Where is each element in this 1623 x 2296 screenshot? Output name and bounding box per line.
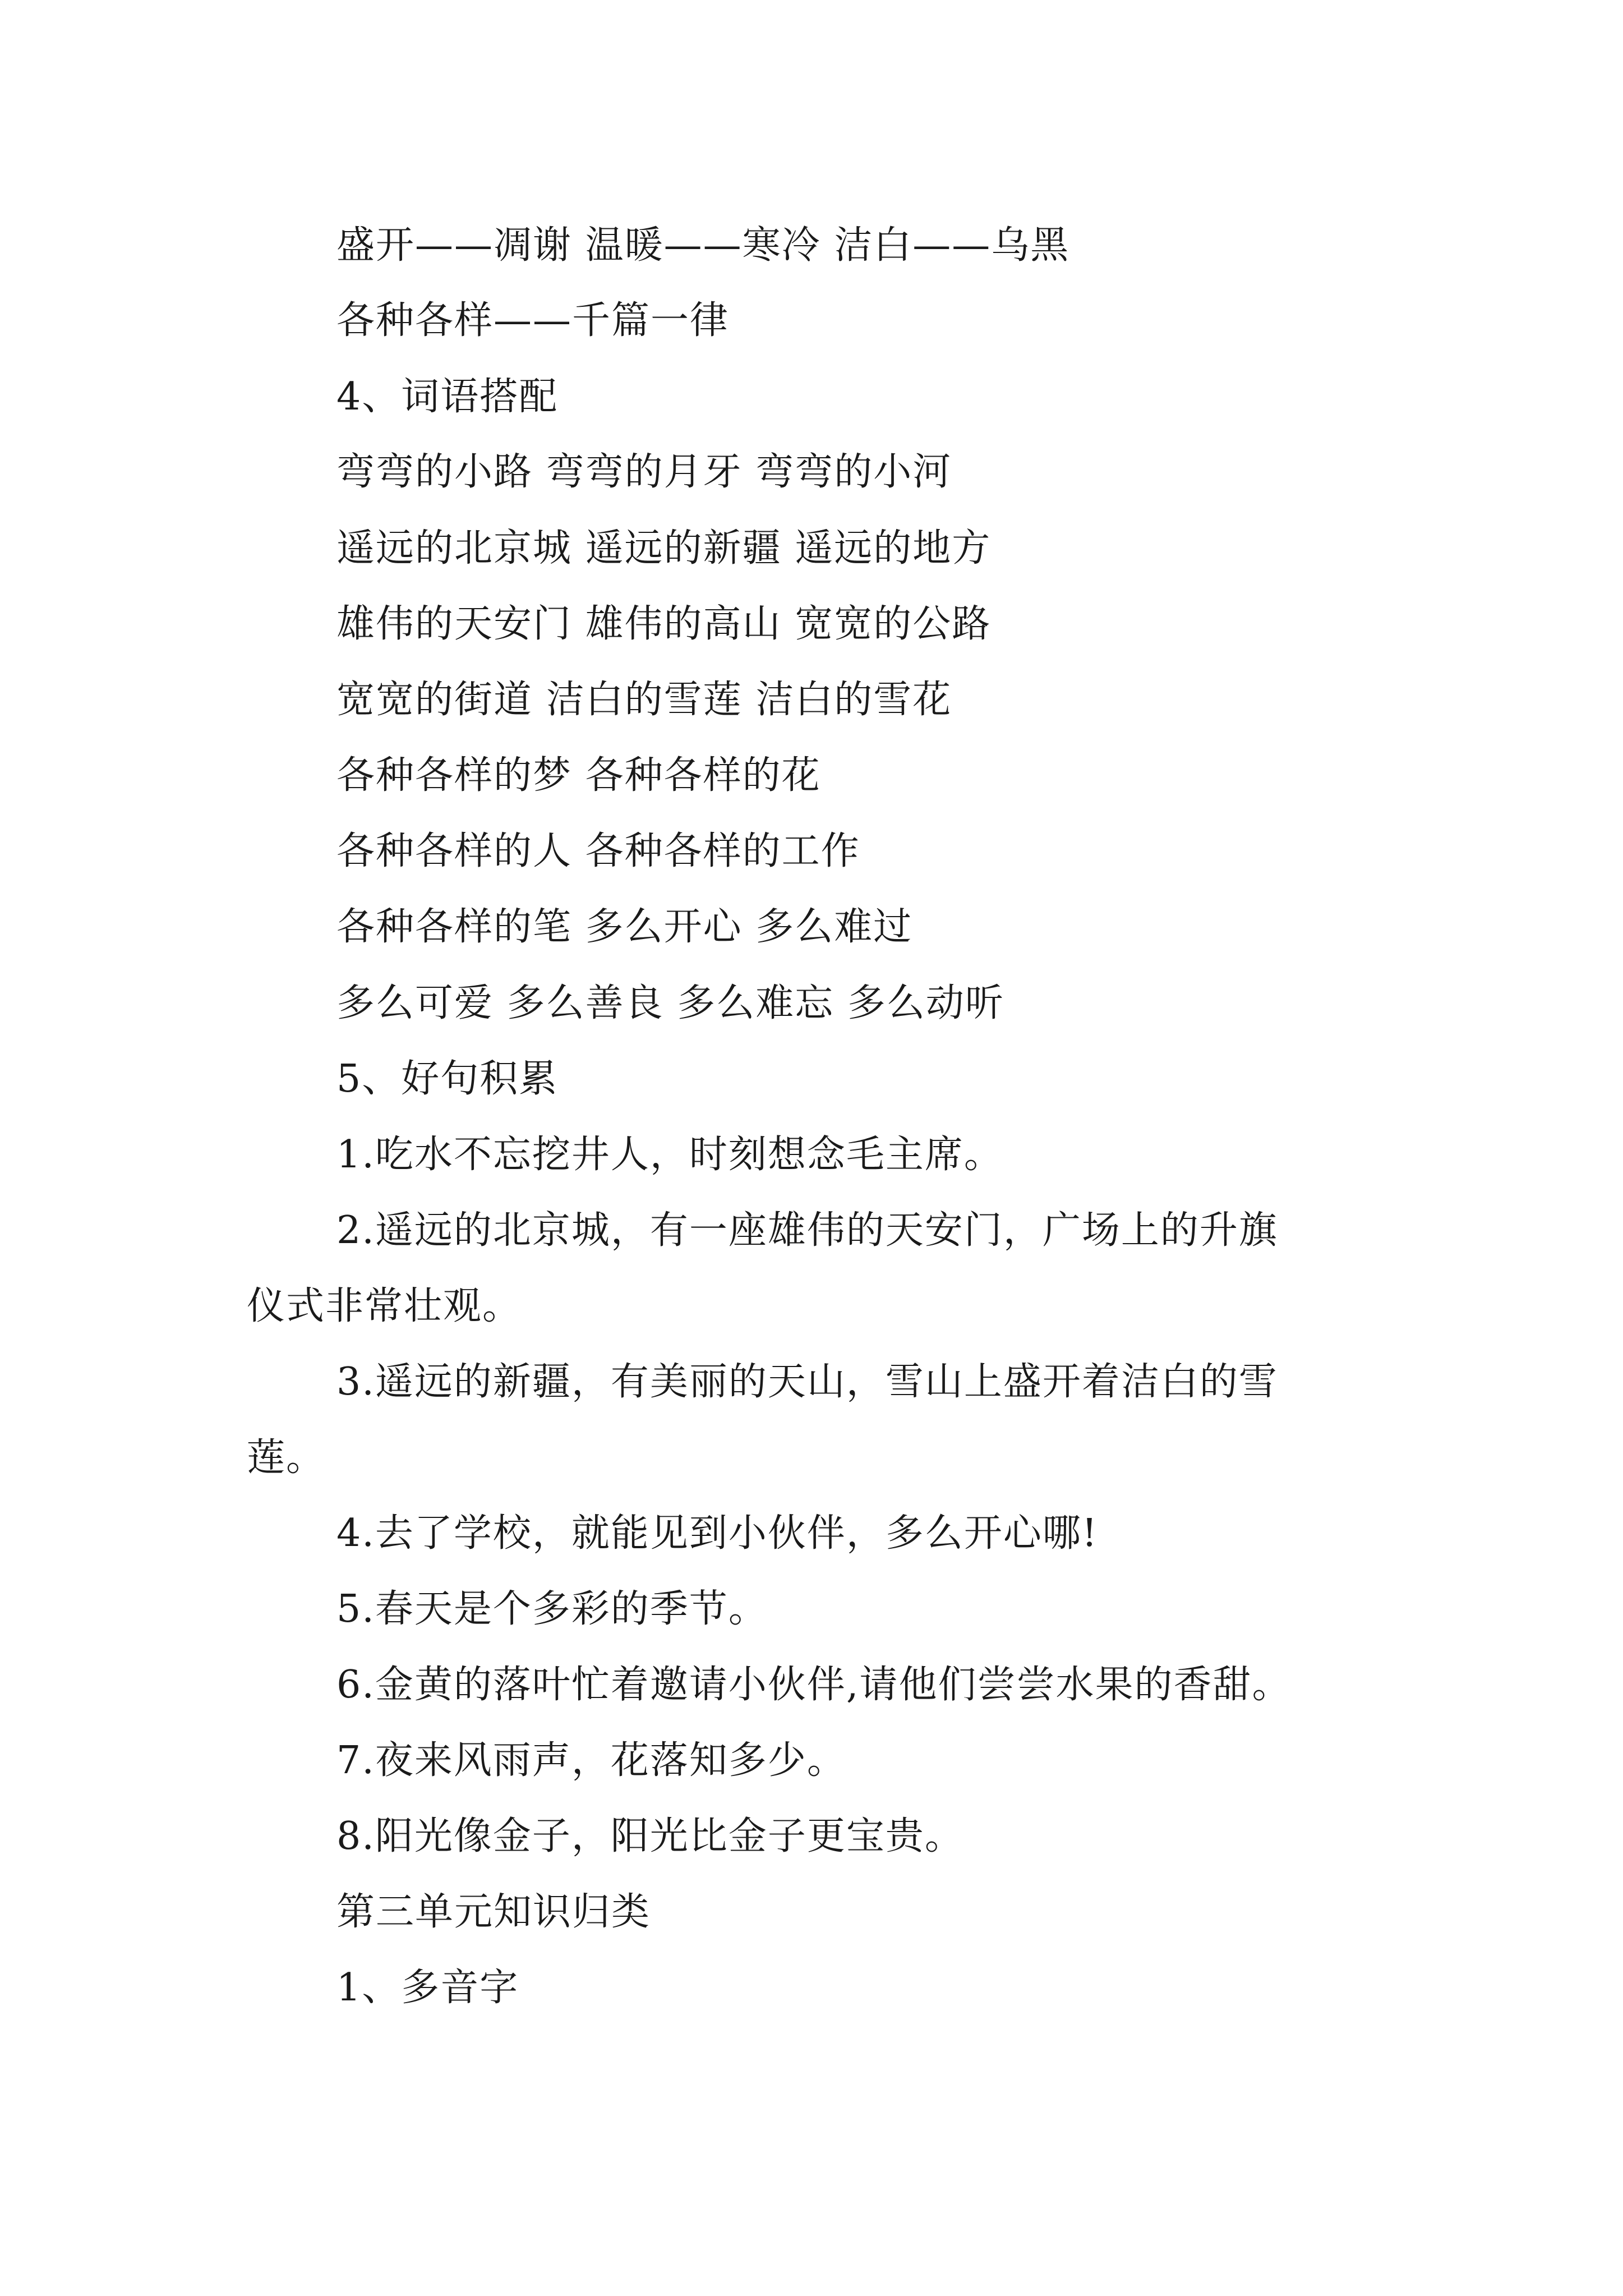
sentence-2-part-2: 仪式非常壮观。 [247, 1284, 522, 1328]
sentence-6: 6.金黄的落叶忙着邀请小伙伴,请他们尝尝水果的香甜。 [336, 1663, 1292, 1707]
section-heading-good-sentences: 5、好句积累 [336, 1057, 559, 1101]
collocation-line-6: 各种各样的人 各种各样的工作 [336, 829, 860, 873]
collocation-line-5: 各种各样的梦 各种各样的花 [336, 753, 821, 798]
collocation-line-7: 各种各样的笔 多么开心 多么难过 [336, 905, 913, 949]
section-heading-polyphonic: 1、多音字 [336, 1966, 519, 2010]
sentence-3-part-1: 3.遥远的新疆，有美丽的天山，雪山上盛开着洁白的雪 [336, 1360, 1278, 1404]
collocation-line-3: 雄伟的天安门 雄伟的高山 宽宽的公路 [336, 602, 992, 646]
sentence-7: 7.夜来风雨声，花落知多少。 [336, 1738, 846, 1783]
sentence-8: 8.阳光像金子，阳光比金子更宝贵。 [336, 1814, 964, 1858]
sentence-1: 1.吃水不忘挖井人，时刻想念毛主席。 [336, 1133, 1003, 1177]
antonym-line-2: 各种各样——千篇一律 [336, 298, 730, 343]
collocation-line-8: 多么可爱 多么善良 多么难忘 多么动听 [336, 981, 1004, 1025]
antonym-line-1: 盛开——凋谢 温暖——寒冷 洁白——乌黑 [336, 223, 1070, 268]
section-heading-word-collocation: 4、词语搭配 [336, 375, 559, 419]
sentence-3-part-2: 莲。 [247, 1435, 326, 1480]
unit-three-title: 第三单元知识归类 [336, 1890, 651, 1934]
collocation-line-2: 遥远的北京城 遥远的新疆 遥远的地方 [336, 526, 992, 570]
sentence-5: 5.春天是个多彩的季节。 [336, 1587, 768, 1631]
collocation-line-1: 弯弯的小路 弯弯的月牙 弯弯的小河 [336, 450, 952, 494]
sentence-4: 4.去了学校，就能见到小伙伴，多么开心哪! [336, 1511, 1099, 1556]
collocation-line-4: 宽宽的街道 洁白的雪莲 洁白的雪花 [336, 678, 952, 722]
sentence-2-part-1: 2.遥远的北京城，有一座雄伟的天安门，广场上的升旗 [336, 1208, 1278, 1253]
